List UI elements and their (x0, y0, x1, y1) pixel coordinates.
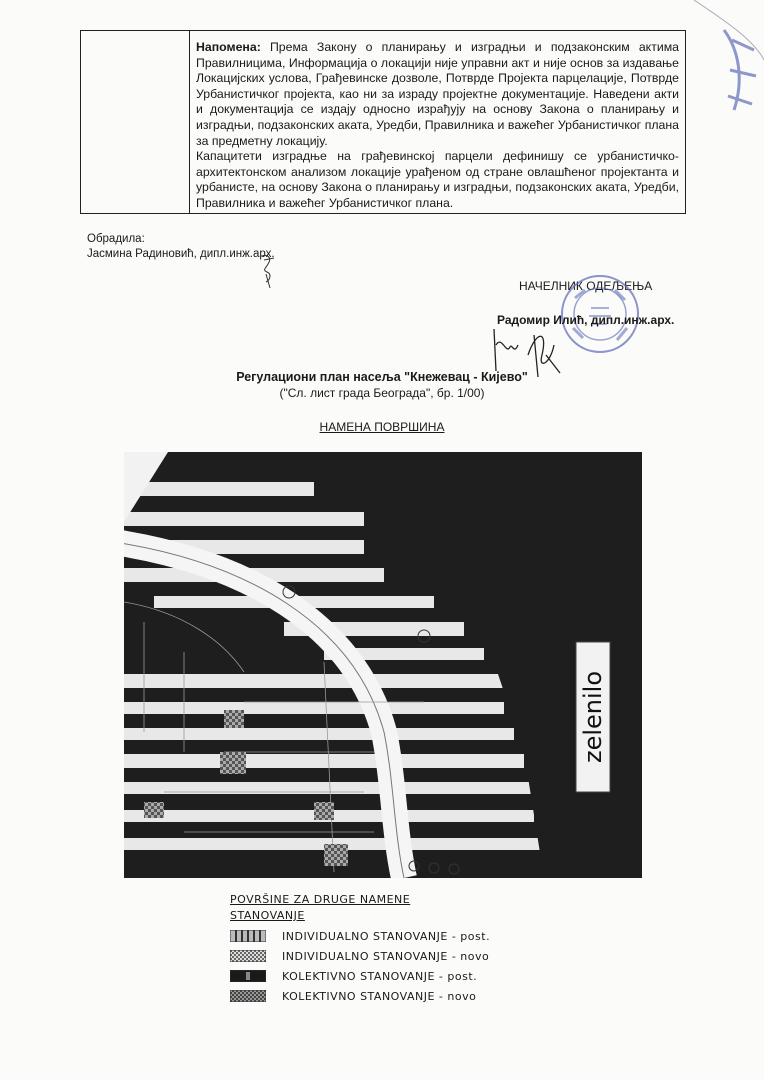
legend-swatch-collective-new (230, 990, 266, 1002)
legend-item (230, 929, 490, 943)
prepared-signature (258, 252, 282, 292)
legend-label: KOLEKTIVNO STANOVANJE - post. (282, 969, 478, 983)
note-table-empty-cell (81, 31, 190, 213)
legend-item (230, 949, 489, 963)
note-paragraph-1 (196, 40, 679, 149)
legend-item (230, 969, 477, 983)
note-cell (190, 31, 685, 213)
plan-title: Регулациони план насеља "Кнежевац - Кијево" (236, 370, 528, 384)
chief-name: Радомир Илић, дипл.инж.арх. (497, 313, 675, 327)
prepared-by-name: Јасмина Радиновић, дипл.инж.арх. (87, 248, 275, 260)
legend-header-housing: STANOVANJE (230, 909, 305, 922)
plan-subtitle: ("Сл. лист града Београда", бр. 1/00) (279, 386, 485, 400)
zone-label: zelenilo (579, 670, 607, 764)
legend-label: KOLEKTIVNO STANOVANJE - novo (282, 989, 477, 1003)
corner-stamp-fragment (684, 0, 764, 130)
legend-swatch-individual-new (230, 950, 266, 962)
map-legend (230, 893, 540, 1005)
prepared-by-label: Обрадила: (87, 233, 145, 245)
zone-label-box (576, 642, 610, 792)
legend-label: INDIVIDUALNO STANOVANJE - post. (282, 929, 491, 943)
plan-purpose-heading: НАМЕНА ПОВРШИНА (319, 420, 445, 434)
note-paragraph-2: Капацитети изградње на грађевинској парцели дефинишу се урбанистичко-архитектонском анализом локације урађеном од стране овлашћеног пројектанта и урбанисте, на основу Закона о планирању и изградњи, подзаконских аката, Уредби, Правилника и важећег Урбанистичког плана. (196, 149, 679, 210)
note-table (80, 30, 686, 214)
legend-header-other: POVRŠINE ZA DRUGE NAMENE (230, 893, 411, 906)
legend-swatch-collective-existing (230, 970, 266, 982)
chief-title: НАЧЕЛНИК ОДЕЉЕЊА (519, 279, 653, 293)
note-label: Напомена: (196, 40, 261, 54)
note-text-1: Према Закону о планирању и изградњи и подзаконским актима Правилницима, Информација о локацији није управни акт и није основ за издавање Локацијских услова, Грађевинске дозволе, Потврде Пројекта парцелације, Потврде Урбанистичког пројекта, као ни за израду пројектне документације. Наведени акти и документација се издају односно израђују на основу Закона о планирању и изградњи, подзаконских аката, Уредби, Правилника и важећег Урбанистичког плана за предметну локацију. (196, 40, 679, 148)
legend-label: INDIVIDUALNO STANOVANJE - novo (282, 949, 490, 963)
legend-swatch-individual-existing (230, 930, 266, 942)
prepared-by (87, 232, 275, 262)
legend-item (230, 989, 476, 1003)
land-use-map (124, 452, 642, 878)
